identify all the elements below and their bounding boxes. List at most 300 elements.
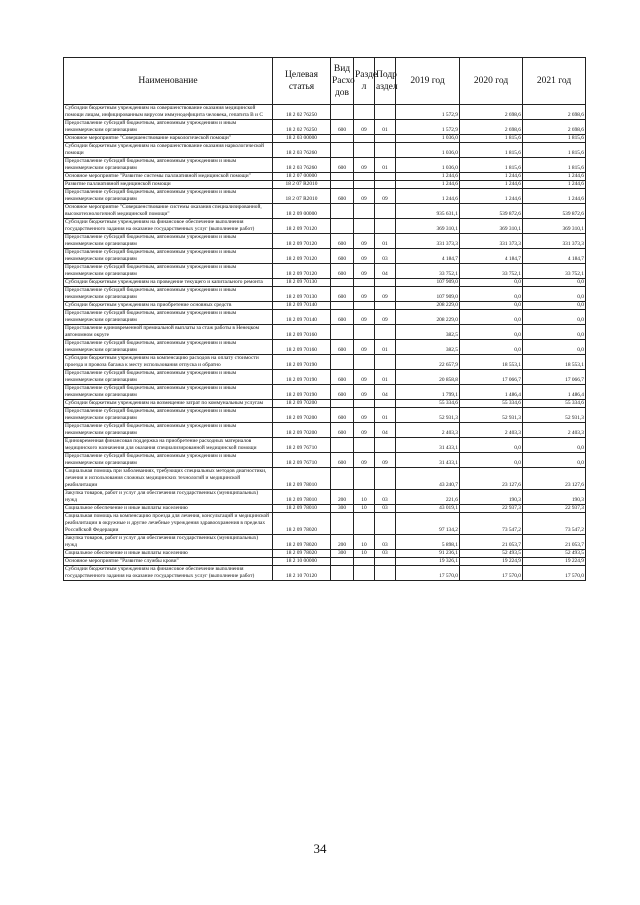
row-section: 09 — [354, 340, 375, 355]
row-section — [354, 438, 375, 453]
row-name: Предоставление субсидий бюджетным, автономным учреждениям и иным некоммерческим организациям — [64, 453, 273, 468]
table-row — [64, 310, 586, 325]
row-section: 09 — [354, 370, 375, 385]
row-section — [354, 204, 375, 219]
row-expense-type — [331, 566, 354, 581]
row-value-2019: 22 657,9 — [396, 355, 460, 370]
row-target-article: 18 2 09 70130 — [273, 279, 331, 287]
row-expense-type — [331, 438, 354, 453]
row-value-2020: 23 127,6 — [460, 468, 523, 490]
row-target-article: 18 2 09 70130 — [273, 287, 331, 302]
row-value-2021: 2 698,6 — [523, 105, 586, 120]
row-value-2021: 0,0 — [523, 340, 586, 355]
row-value-2020: 190,3 — [460, 490, 523, 505]
row-value-2019: 107 909,0 — [396, 279, 460, 287]
row-section: 09 — [354, 385, 375, 400]
row-value-2019: 382,5 — [396, 340, 460, 355]
row-target-article: 18 2 09 78020 — [273, 535, 331, 550]
row-target-article: 18 2 09 78020 — [273, 513, 331, 535]
row-value-2021: 1 486,4 — [523, 385, 586, 400]
row-value-2020: 73 547,2 — [460, 513, 523, 535]
row-value-2021: 0,0 — [523, 287, 586, 302]
row-section — [354, 219, 375, 234]
row-name: Основное мероприятие "Развитие службы крови" — [64, 558, 273, 566]
row-value-2019: 17 570,0 — [396, 566, 460, 581]
row-value-2019: 31 433,1 — [396, 453, 460, 468]
row-section: 10 — [354, 490, 375, 505]
table-row — [64, 120, 586, 135]
table-row — [64, 302, 586, 310]
row-value-2019: 208 229,0 — [396, 310, 460, 325]
row-value-2021: 33 752,1 — [523, 264, 586, 279]
table-row — [64, 370, 586, 385]
row-value-2021: 1 244,6 — [523, 173, 586, 181]
table-row — [64, 189, 586, 204]
row-target-article: 18 2 09 70120 — [273, 264, 331, 279]
row-value-2021: 1 815,6 — [523, 143, 586, 158]
row-value-2019: 97 134,2 — [396, 513, 460, 535]
row-value-2021: 0,0 — [523, 453, 586, 468]
row-expense-type: 600 — [331, 453, 354, 468]
row-expense-type — [331, 355, 354, 370]
table-row — [64, 385, 586, 400]
row-name: Субсидии бюджетным учреждениям на возмещение затрат по коммунальным услугам — [64, 400, 273, 408]
row-subsection — [375, 400, 396, 408]
row-subsection — [375, 566, 396, 581]
row-section: 09 — [354, 264, 375, 279]
row-name: Предоставление субсидий бюджетным, автономным учреждениям и иным некоммерческим организациям — [64, 370, 273, 385]
table-row — [64, 219, 586, 234]
row-section: 09 — [354, 120, 375, 135]
table-row — [64, 249, 586, 264]
row-target-article: 18 2 02 76250 — [273, 120, 331, 135]
row-value-2020: 369 310,1 — [460, 219, 523, 234]
row-subsection — [375, 468, 396, 490]
row-value-2020: 33 752,1 — [460, 264, 523, 279]
row-value-2021: 0,0 — [523, 438, 586, 453]
row-name: Предоставление субсидий бюджетным, автономным учреждениям и иным некоммерческим организациям — [64, 408, 273, 423]
row-name: Предоставление субсидий бюджетным, автономным учреждениям и иным некоммерческим организациям — [64, 385, 273, 400]
row-value-2020: 1 244,6 — [460, 181, 523, 189]
row-section — [354, 468, 375, 490]
row-target-article: 18 2 09 70190 — [273, 385, 331, 400]
row-target-article: 18 2 03 00000 — [273, 135, 331, 143]
table-row — [64, 550, 586, 558]
row-expense-type — [331, 325, 354, 340]
row-name: Предоставление субсидий бюджетным, автономным учреждениям и иным некоммерческим организациям — [64, 189, 273, 204]
row-target-article: 18 2 10 70120 — [273, 566, 331, 581]
row-name: Предоставление единовременной премиальной выплаты за стаж работы в Ненецком автономном округе — [64, 325, 273, 340]
row-subsection: 09 — [375, 287, 396, 302]
row-target-article: 18 2 09 70160 — [273, 325, 331, 340]
row-subsection: 01 — [375, 234, 396, 249]
row-value-2021: 0,0 — [523, 310, 586, 325]
row-value-2020: 0,0 — [460, 453, 523, 468]
row-value-2020: 2 403,3 — [460, 423, 523, 438]
row-section — [354, 105, 375, 120]
row-target-article: 18 2 07 R2010 — [273, 189, 331, 204]
row-value-2019: 1 799,1 — [396, 385, 460, 400]
row-target-article: 18 2 09 70200 — [273, 408, 331, 423]
table-row — [64, 135, 586, 143]
table-row — [64, 355, 586, 370]
row-section: 09 — [354, 310, 375, 325]
row-value-2019: 1 244,6 — [396, 189, 460, 204]
row-value-2021: 190,3 — [523, 490, 586, 505]
row-subsection: 03 — [375, 505, 396, 513]
row-expense-type: 600 — [331, 340, 354, 355]
row-value-2019: 1 036,0 — [396, 143, 460, 158]
row-value-2019: 33 752,1 — [396, 264, 460, 279]
row-subsection — [375, 181, 396, 189]
row-value-2020: 52 931,3 — [460, 408, 523, 423]
table-row — [64, 181, 586, 189]
row-value-2019: 4 184,7 — [396, 249, 460, 264]
row-value-2020: 539 872,6 — [460, 204, 523, 219]
row-section — [354, 279, 375, 287]
row-target-article: 18 2 09 70200 — [273, 423, 331, 438]
row-value-2019: 43 019,1 — [396, 505, 460, 513]
row-expense-type — [331, 558, 354, 566]
table-body — [64, 105, 586, 581]
row-value-2021: 1 815,6 — [523, 158, 586, 173]
row-expense-type — [331, 513, 354, 535]
row-value-2020: 1 815,6 — [460, 143, 523, 158]
header-subsection: Подр аздел — [375, 58, 396, 105]
table-row — [64, 513, 586, 535]
row-target-article: 18 2 07 R2010 — [273, 181, 331, 189]
row-value-2019: 55 334,6 — [396, 400, 460, 408]
row-value-2021: 22 937,3 — [523, 505, 586, 513]
row-expense-type: 300 — [331, 505, 354, 513]
row-section: 09 — [354, 287, 375, 302]
row-expense-type: 600 — [331, 120, 354, 135]
row-expense-type: 600 — [331, 423, 354, 438]
row-value-2019: 2 403,3 — [396, 423, 460, 438]
budget-table-container — [63, 57, 585, 581]
table-row — [64, 234, 586, 249]
row-value-2020: 4 184,7 — [460, 249, 523, 264]
table-row — [64, 535, 586, 550]
row-target-article: 18 2 09 70140 — [273, 302, 331, 310]
row-value-2020: 0,0 — [460, 340, 523, 355]
row-value-2021: 0,0 — [523, 279, 586, 287]
row-expense-type: 600 — [331, 158, 354, 173]
row-name: Предоставление субсидий бюджетным, автономным учреждениям и иным некоммерческим организациям — [64, 234, 273, 249]
row-subsection: 04 — [375, 264, 396, 279]
row-subsection — [375, 513, 396, 535]
row-section: 10 — [354, 535, 375, 550]
row-subsection: 09 — [375, 453, 396, 468]
row-value-2019: 107 909,0 — [396, 287, 460, 302]
row-value-2019: 52 931,3 — [396, 408, 460, 423]
row-value-2021: 52 931,3 — [523, 408, 586, 423]
row-target-article: 18 2 07 00000 — [273, 173, 331, 181]
row-value-2019: 43 240,7 — [396, 468, 460, 490]
row-value-2020: 0,0 — [460, 302, 523, 310]
row-value-2020: 52 493,5 — [460, 550, 523, 558]
row-value-2019: 935 631,1 — [396, 204, 460, 219]
row-value-2019: 1 036,0 — [396, 158, 460, 173]
row-section — [354, 143, 375, 158]
table-row — [64, 408, 586, 423]
row-target-article: 18 2 09 70190 — [273, 370, 331, 385]
row-target-article: 18 2 03 76260 — [273, 158, 331, 173]
row-expense-type — [331, 143, 354, 158]
row-expense-type: 200 — [331, 490, 354, 505]
row-section: 09 — [354, 189, 375, 204]
budget-table — [63, 57, 586, 581]
header-2019: 2019 год — [396, 58, 460, 105]
table-row — [64, 423, 586, 438]
table-row — [64, 143, 586, 158]
row-section: 10 — [354, 505, 375, 513]
row-value-2020: 2 698,6 — [460, 120, 523, 135]
header-target-article: Целевая статья — [273, 58, 331, 105]
row-expense-type: 600 — [331, 249, 354, 264]
row-name: Единовременная финансовая поддержка на приобретение расходных материалов медицинского назначения для оказания специализированной медицинской помощи — [64, 438, 273, 453]
row-subsection: 09 — [375, 310, 396, 325]
row-subsection — [375, 143, 396, 158]
row-subsection — [375, 279, 396, 287]
row-subsection: 09 — [375, 189, 396, 204]
row-subsection: 04 — [375, 423, 396, 438]
row-value-2020: 22 937,3 — [460, 505, 523, 513]
row-expense-type: 600 — [331, 408, 354, 423]
row-subsection — [375, 204, 396, 219]
row-value-2020: 21 053,7 — [460, 535, 523, 550]
row-subsection — [375, 219, 396, 234]
row-value-2019: 1 572,9 — [396, 105, 460, 120]
row-section — [354, 566, 375, 581]
row-value-2021: 2 698,6 — [523, 120, 586, 135]
row-target-article: 18 2 09 70160 — [273, 340, 331, 355]
row-value-2020: 1 815,6 — [460, 135, 523, 143]
table-row — [64, 264, 586, 279]
row-value-2019: 19 326,1 — [396, 558, 460, 566]
row-value-2021: 21 053,7 — [523, 535, 586, 550]
row-expense-type: 600 — [331, 264, 354, 279]
row-expense-type — [331, 279, 354, 287]
row-section: 09 — [354, 423, 375, 438]
row-value-2019: 208 229,0 — [396, 302, 460, 310]
row-value-2021: 17 570,0 — [523, 566, 586, 581]
row-subsection — [375, 302, 396, 310]
row-name: Основное мероприятие "Развитие системы паллиативной медицинской помощи" — [64, 173, 273, 181]
row-target-article: 18 2 09 70120 — [273, 219, 331, 234]
header-name: Наименование — [64, 58, 273, 105]
row-value-2021: 0,0 — [523, 302, 586, 310]
row-target-article: 18 2 09 78020 — [273, 550, 331, 558]
table-row — [64, 173, 586, 181]
row-section — [354, 513, 375, 535]
row-value-2019: 5 898,1 — [396, 535, 460, 550]
row-subsection: 03 — [375, 490, 396, 505]
row-value-2019: 1 244,6 — [396, 181, 460, 189]
row-value-2021: 369 310,1 — [523, 219, 586, 234]
row-subsection: 04 — [375, 385, 396, 400]
row-name: Развитие паллиативной медицинской помощи — [64, 181, 273, 189]
table-row — [64, 490, 586, 505]
table-row — [64, 204, 586, 219]
row-value-2021: 23 127,6 — [523, 468, 586, 490]
row-name: Предоставление субсидий бюджетным, автономным учреждениям и иным некоммерческим организациям — [64, 423, 273, 438]
row-name: Социальная помощь при заболеваниях, требующих специальных методов диагностики, лечения и использования сложных медицинских технологий и медицинской реабилитации — [64, 468, 273, 490]
row-target-article: 18 2 09 70190 — [273, 355, 331, 370]
row-subsection — [375, 105, 396, 120]
row-expense-type — [331, 302, 354, 310]
row-value-2021: 1 815,6 — [523, 135, 586, 143]
row-name: Предоставление субсидий бюджетным, автономным учреждениям и иным некоммерческим организациям — [64, 287, 273, 302]
row-value-2020: 19 224,9 — [460, 558, 523, 566]
row-expense-type — [331, 468, 354, 490]
row-value-2019: 369 310,1 — [396, 219, 460, 234]
row-subsection — [375, 325, 396, 340]
table-row — [64, 158, 586, 173]
row-value-2021: 1 244,6 — [523, 181, 586, 189]
row-value-2019: 331 373,3 — [396, 234, 460, 249]
row-value-2019: 1 244,6 — [396, 173, 460, 181]
row-expense-type: 600 — [331, 310, 354, 325]
row-value-2019: 382,5 — [396, 325, 460, 340]
row-value-2020: 1 486,4 — [460, 385, 523, 400]
table-row — [64, 325, 586, 340]
row-expense-type: 600 — [331, 189, 354, 204]
row-name: Предоставление субсидий бюджетным, автономным учреждениям и иным некоммерческим организациям — [64, 340, 273, 355]
page-number: 34 — [313, 841, 327, 856]
table-row — [64, 340, 586, 355]
row-subsection: 03 — [375, 550, 396, 558]
row-section — [354, 181, 375, 189]
row-name: Субсидии бюджетным учреждениям на приобретение основных средств — [64, 302, 273, 310]
row-value-2020: 0,0 — [460, 438, 523, 453]
row-name: Социальное обеспечение и иные выплаты населению — [64, 505, 273, 513]
row-section — [354, 400, 375, 408]
row-subsection: 01 — [375, 408, 396, 423]
row-subsection — [375, 558, 396, 566]
row-section — [354, 325, 375, 340]
row-value-2020: 0,0 — [460, 310, 523, 325]
row-value-2019: 20 858,8 — [396, 370, 460, 385]
row-value-2021: 0,0 — [523, 325, 586, 340]
row-section: 10 — [354, 550, 375, 558]
row-name: Основное мероприятие "Совершенствование системы оказания специализированной, высокотехнологичной медицинской помощи" — [64, 204, 273, 219]
row-name: Субсидии бюджетным учреждениям на компенсацию расходов на оплату стоимости проезда и провоза багажа к месту использования отпуска и обратно — [64, 355, 273, 370]
row-subsection — [375, 355, 396, 370]
row-value-2020: 1 244,6 — [460, 173, 523, 181]
row-subsection: 01 — [375, 120, 396, 135]
row-target-article: 18 2 09 70140 — [273, 310, 331, 325]
row-value-2020: 2 698,6 — [460, 105, 523, 120]
row-target-article: 18 2 09 78010 — [273, 468, 331, 490]
row-value-2020: 1 815,6 — [460, 158, 523, 173]
row-value-2019: 91 236,1 — [396, 550, 460, 558]
row-value-2020: 55 334,6 — [460, 400, 523, 408]
row-target-article: 18 2 09 70200 — [273, 400, 331, 408]
row-section: 09 — [354, 158, 375, 173]
row-section: 09 — [354, 249, 375, 264]
header-2020: 2020 год — [460, 58, 523, 105]
row-name: Предоставление субсидий бюджетным, автономным учреждениям и иным некоммерческим организациям — [64, 158, 273, 173]
row-name: Социальное обеспечение и иные выплаты населению — [64, 550, 273, 558]
row-value-2021: 539 872,6 — [523, 204, 586, 219]
row-expense-type — [331, 173, 354, 181]
table-row — [64, 558, 586, 566]
row-value-2020: 331 373,3 — [460, 234, 523, 249]
row-name: Субсидии бюджетным учреждениям на проведение текущего и капитального ремонта — [64, 279, 273, 287]
row-subsection — [375, 135, 396, 143]
row-expense-type: 600 — [331, 385, 354, 400]
row-expense-type: 600 — [331, 287, 354, 302]
row-subsection: 03 — [375, 249, 396, 264]
row-value-2020: 0,0 — [460, 325, 523, 340]
row-expense-type — [331, 181, 354, 189]
row-subsection — [375, 438, 396, 453]
row-section — [354, 302, 375, 310]
table-row — [64, 566, 586, 581]
row-value-2021: 4 184,7 — [523, 249, 586, 264]
row-value-2020: 17 066,7 — [460, 370, 523, 385]
row-name: Закупка товаров, работ и услуг для обеспечения государственных (муниципальных) нужд — [64, 490, 273, 505]
row-name: Основное мероприятие "Совершенствование наркологической помощи" — [64, 135, 273, 143]
row-name: Предоставление субсидий бюджетным, автономным учреждениям и иным некоммерческим организациям — [64, 249, 273, 264]
row-name: Закупка товаров, работ и услуг для обеспечения государственных (муниципальных) нужд — [64, 535, 273, 550]
table-row — [64, 400, 586, 408]
row-section — [354, 558, 375, 566]
row-value-2021: 55 334,6 — [523, 400, 586, 408]
row-target-article: 18 2 09 70120 — [273, 234, 331, 249]
row-value-2021: 331 373,3 — [523, 234, 586, 249]
row-name: Предоставление субсидий бюджетным, автономным учреждениям и иным некоммерческим организациям — [64, 120, 273, 135]
row-target-article: 18 2 09 70120 — [273, 249, 331, 264]
row-value-2019: 1 572,9 — [396, 120, 460, 135]
row-subsection: 01 — [375, 158, 396, 173]
row-section — [354, 355, 375, 370]
table-row — [64, 468, 586, 490]
header-section: Разде л — [354, 58, 375, 105]
row-expense-type: 300 — [331, 550, 354, 558]
table-row — [64, 287, 586, 302]
row-section — [354, 173, 375, 181]
row-subsection: 03 — [375, 535, 396, 550]
row-value-2019: 31 433,1 — [396, 438, 460, 453]
row-name: Субсидии бюджетным учреждениям на совершенствование оказания наркологической помощи — [64, 143, 273, 158]
row-expense-type — [331, 105, 354, 120]
row-expense-type — [331, 219, 354, 234]
row-section: 09 — [354, 234, 375, 249]
row-value-2021: 17 066,7 — [523, 370, 586, 385]
row-expense-type: 200 — [331, 535, 354, 550]
table-header-row — [64, 58, 586, 105]
row-value-2020: 17 570,0 — [460, 566, 523, 581]
table-row — [64, 279, 586, 287]
row-name: Субсидии бюджетным учреждениям на финансовое обеспечение выполнения государственного задания на оказание государственных услуг (выполнение работ) — [64, 219, 273, 234]
row-section: 09 — [354, 408, 375, 423]
row-name: Субсидии бюджетным учреждениям на совершенствование оказания медицинской помощи лицам, инфицированным вирусом иммунодефицита человека, гепатита В и С — [64, 105, 273, 120]
row-section — [354, 135, 375, 143]
row-target-article: 18 2 02 76250 — [273, 105, 331, 120]
row-value-2021: 73 547,2 — [523, 513, 586, 535]
table-row — [64, 438, 586, 453]
row-expense-type — [331, 204, 354, 219]
header-expense-type: Вид Расхо дов — [331, 58, 354, 105]
row-value-2020: 1 244,6 — [460, 189, 523, 204]
row-target-article: 18 2 10 00000 — [273, 558, 331, 566]
table-row — [64, 453, 586, 468]
row-value-2021: 2 403,3 — [523, 423, 586, 438]
row-value-2020: 18 553,1 — [460, 355, 523, 370]
row-expense-type: 600 — [331, 370, 354, 385]
